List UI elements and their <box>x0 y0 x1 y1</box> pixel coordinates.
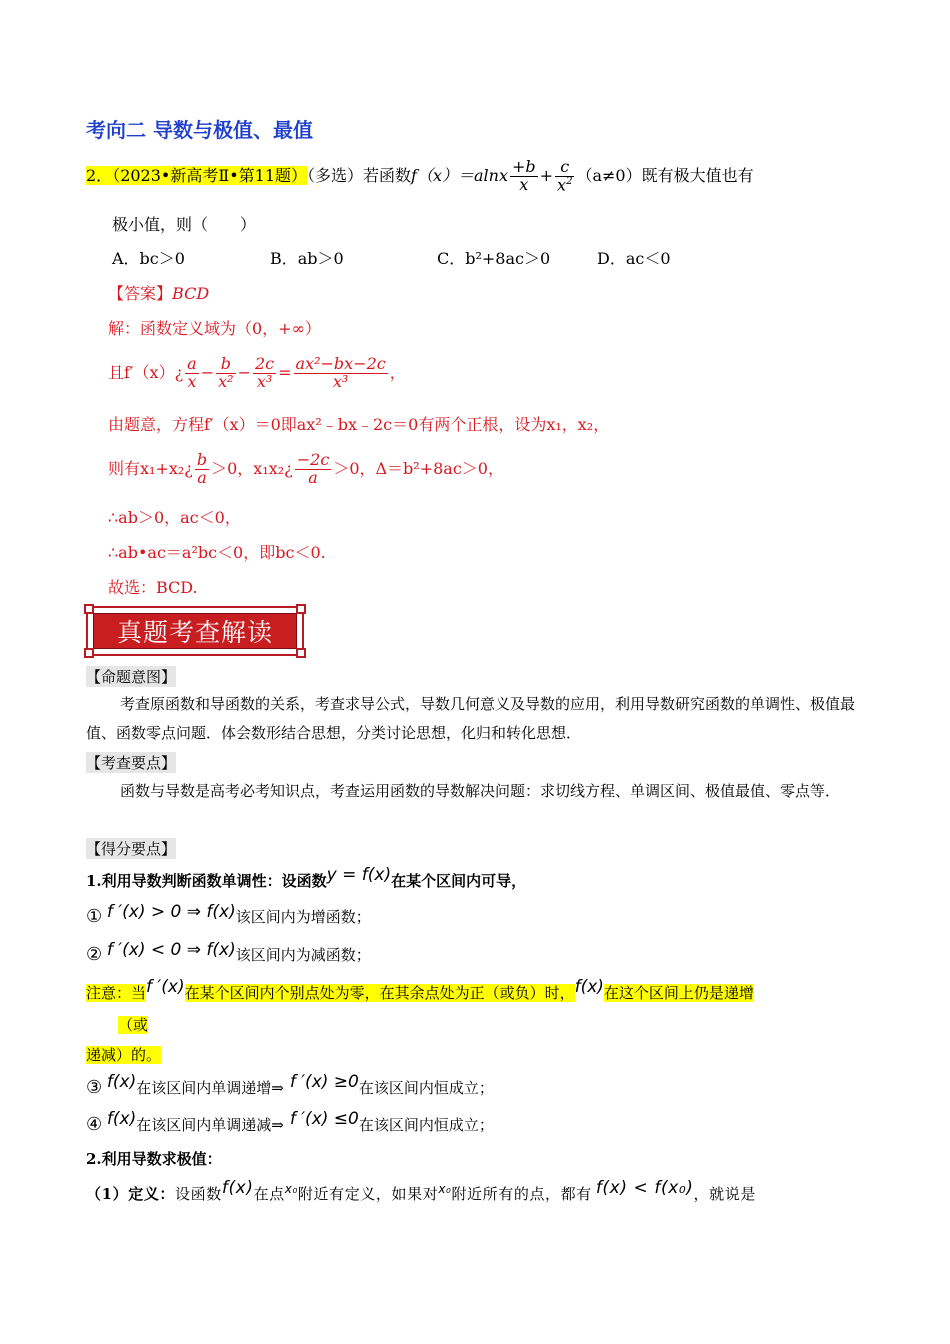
option-a: A．bc＞0 <box>112 249 185 268</box>
section-banner <box>86 606 304 656</box>
scoring-heading-1: 1.利用导数判断函数单调性：设函数y = f(x)在某个区间内可导， <box>86 865 527 890</box>
fraction-a-over-x: $\frac{a}{x}$ <box>187 354 197 391</box>
scoring-label: 【得分要点】 <box>86 840 177 858</box>
intent-label: 【命题意图】 <box>86 668 177 686</box>
solution-line-4: 则有x₁+x₂¿ $\frac{b}{a}$ ＞0，x₁x₂¿ $\frac{-2c}{a}$ ＞0，Δ＝b²+8ac＞0， <box>108 450 504 487</box>
fraction-c-over-x2: $\frac{c}{x^2}$ <box>557 157 573 195</box>
question-line-2: 极小值，则（ ） <box>112 215 257 234</box>
definition-line: （1）定义：设函数f(x)在点$^{x_0}$附近有定义，如果对$^{x_0}$附近所有的点，都有 f(x) < f(x₀)，就说是 <box>86 1178 756 1203</box>
solution-line-6: ∴ab•ac＝a²bc＜0，即bc＜0. <box>108 543 326 562</box>
fraction-b-over-x: $\frac{+b}{x}$ <box>511 157 536 194</box>
fraction-2c-over-x3: $\frac{2c}{\text{x³}}$ <box>254 354 275 391</box>
rule-3: ③ f(x)在该区间内单调递增⇒ f ′(x) ≥0在该区间内恒成立； <box>86 1072 494 1098</box>
points-text: 函数与导数是高考必考知识点，考查运用函数的导数解决问题：求切线方程、单调区间、极值最值、零点等． <box>120 782 841 800</box>
note-line-2: （或 <box>118 1016 149 1034</box>
question-function: f（x）＝alnx <box>411 166 508 185</box>
option-d: D．ac＜0 <box>597 249 671 268</box>
intent-text: 考查原函数和导函数的关系，考查求导公式，导数几何意义及导数的应用，利用导数研究函数的单调性、极值最值、函数零点问题．体会数形结合思想，分类讨论思想，化归和转化思想． <box>86 695 856 742</box>
fraction-b-over-x2: $\frac{b}{\text{x²}}$ <box>218 354 234 391</box>
solution-line-7: 故选：BCD. <box>108 578 198 597</box>
scoring-heading-2: 2.利用导数求极值： <box>86 1150 222 1168</box>
question-condition: （a≠0）既有极大值也有 <box>576 166 754 185</box>
rule-4: ④ f(x)在该区间内单调递减⇒ f ′(x) ≤0在该区间内恒成立； <box>86 1109 494 1135</box>
points-label: 【考查要点】 <box>86 754 177 772</box>
answer-label: 【答案】 <box>108 284 173 303</box>
question-number: 2． <box>86 166 113 185</box>
note-line-3: 递减）的。 <box>86 1046 162 1064</box>
answer-value: BCD <box>172 284 210 303</box>
question-line-1 <box>86 154 754 198</box>
section-title: 考向二 导数与极值、最值 <box>86 118 313 142</box>
rule-2: ② f ′(x) < 0 ⇒ f(x)该区间内为减函数； <box>86 940 371 965</box>
fraction-combined: $\frac{\text{ax²−bx−2c}}{\text{x³}}$ <box>295 354 386 391</box>
plus-sign: + <box>539 166 554 185</box>
note-line-1: 注意：当f ′(x)在某个区间内个别点处为零，在其余点处为正（或负）时，f(x)在这个区间上仍是递增 <box>86 977 754 1002</box>
solution-line-2: 且f′（x）¿ $\frac{a}{x}$ − $\frac{b}{\text{x²}}$ − $\frac{2c}{\text{x³}}$ = $\frac{\text{ax²−bx−2c}}{\text{x³}}$ ， <box>108 354 406 391</box>
fraction-neg2c-over-a: $\frac{-2c}{a}$ <box>296 450 330 487</box>
fraction-b-over-a: $\frac{b}{a}$ <box>196 450 208 487</box>
answer-line <box>108 281 209 304</box>
solution-line-1: 解：函数定义域为（0，+∞） <box>108 319 321 338</box>
option-b: B．ab＞0 <box>270 249 344 268</box>
banner-text: 真题考查解读 <box>93 613 297 649</box>
solution-line-5: ∴ab＞0，ac＜0， <box>108 508 241 527</box>
solution-line-3: 由题意，方程f′（x）＝0即ax²﹣bx﹣2c＝0有两个正根，设为x₁，x₂， <box>108 415 610 434</box>
question-source: （2023•新高考Ⅱ•第11题） <box>112 166 308 185</box>
question-type: （多选）若函数 <box>307 166 412 185</box>
option-c: C．b²+8ac＞0 <box>437 249 551 268</box>
rule-1: ① f ′(x) > 0 ⇒ f(x)该区间内为增函数； <box>86 902 371 927</box>
